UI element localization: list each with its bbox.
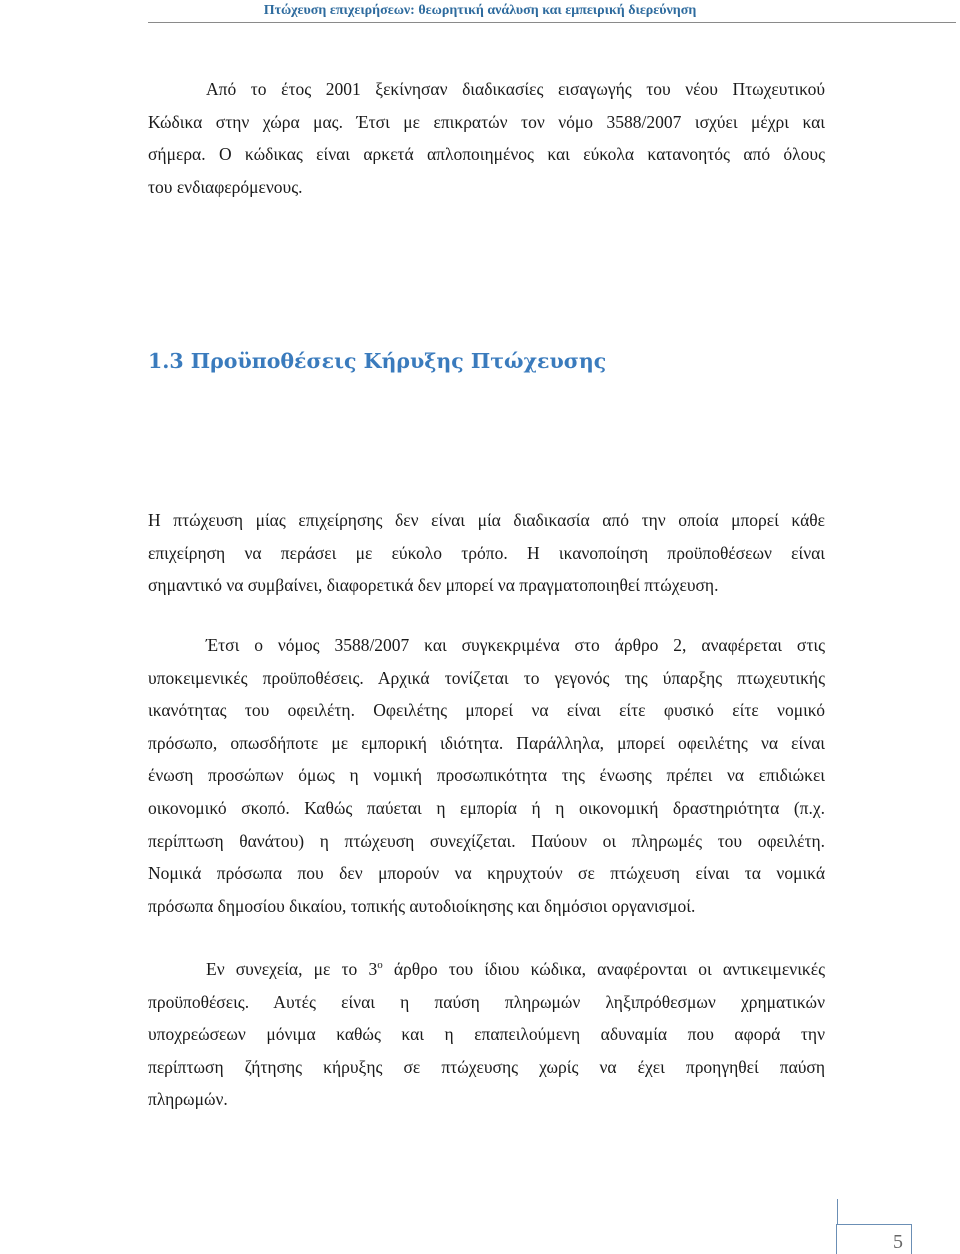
paragraph-line: περίπτωση ζήτησης κήρυξης σε πτώχευσης χωρίς να έχει προηγηθεί παύση: [148, 1056, 825, 1077]
paragraph-intro: [148, 73, 825, 203]
paragraph-line: του ενδιαφερόμενους.: [148, 176, 303, 197]
paragraph-line: ένωση προσώπων όμως η νομική προσωπικότητα της ένωσης πρέπει να επιδιώκει: [148, 765, 825, 786]
paragraph-line: σημαντικό να συμβαίνει, διαφορετικά δεν μπορεί να πραγματοποιηθεί πτώχευση.: [148, 575, 719, 596]
paragraph-line: Η πτώχευση μίας επιχείρησης δεν είναι μία διαδικασία από την οποία μπορεί κάθε: [148, 510, 825, 530]
paragraph-line: ικανότητας του οφειλέτη. Οφειλέτης μπορεί να είναι είτε φυσικό είτε νομικό: [148, 700, 825, 721]
paragraph-line: πρόσωπα δημοσίου δικαίου, τοπικής αυτοδιοίκησης και δημόσιοι οργανισμοί.: [148, 895, 696, 916]
page-number-tick: [837, 1199, 838, 1225]
paragraph-line: πρόσωπο, οπωσδήποτε με εμπορική ιδιότητα. Παράλληλα, μπορεί οφειλέτης να είναι: [148, 732, 825, 753]
paragraph-line: επιχείρηση να περάσει με εύκολο τρόπο. Η ικανοποίηση προϋποθέσεων είναι: [148, 542, 825, 563]
paragraph-line: οικονομικό σκοπό. Καθώς παύεται η εμπορία ή η οικονομική δραστηριότητα (π.χ.: [148, 797, 825, 818]
page-number-box: [836, 1224, 912, 1254]
paragraph-line: πληρωμών.: [148, 1089, 228, 1110]
paragraph-line: [148, 953, 825, 986]
paragraph-line: Κώδικα στην χώρα μας. Έτσι με επικρατών τον νόμο 3588/2007 ισχύει μέχρι και: [148, 111, 825, 132]
paragraph-line: Έτσι ο νόμος 3588/2007 και συγκεκριμένα στο άρθρο 2, αναφέρεται στις: [206, 635, 825, 655]
text-fragment: άρθρο του ίδιου κώδικα, αναφέρονται οι αντικειμενικές: [382, 959, 826, 979]
paragraph-line: σήμερα. Ο κώδικας είναι αρκετά απλοποιημένος και εύκολα κατανοητός από όλους: [148, 144, 825, 165]
paragraph-definition: [148, 504, 825, 602]
page-number: 5: [893, 1231, 903, 1253]
paragraph-line: υποχρεώσεων μόνιμα καθώς και η επαπειλούμενη αδυναμία που αφορά την: [148, 1024, 825, 1045]
text-fragment: Εν συνεχεία, με το 3: [206, 959, 378, 979]
header-rule: [148, 22, 956, 23]
paragraph-objective-conditions: [148, 953, 825, 1116]
superscript: ο: [377, 959, 383, 972]
paragraph-line: προϋποθέσεις. Αυτές είναι η παύση πληρωμών ληξιπρόθεσμων χρηματικών: [148, 991, 825, 1012]
section-heading: 1.3 Προϋποθέσεις Κήρυξης Πτώχευσης: [148, 349, 607, 373]
paragraph-line: Νομικά πρόσωπα που δεν μπορούν να κηρυχτούν σε πτώχευση είναι τα νομικά: [148, 863, 825, 884]
paragraph-line: Από το έτος 2001 ξεκίνησαν διαδικασίες εισαγωγής του νέου Πτωχευτικού: [206, 79, 825, 99]
running-header: Πτώχευση επιχειρήσεων: θεωρητική ανάλυση και εμπειρική διερεύνηση: [263, 3, 697, 18]
paragraph-line: υποκειμενικές προϋποθέσεις. Αρχικά τονίζεται το γεγονός της ύπαρξης πτωχευτικής: [148, 667, 825, 688]
paragraph-line: περίπτωση θανάτου) η πτώχευση συνεχίζεται. Παύουν οι πληρωμές του οφειλέτη.: [148, 830, 825, 851]
paragraph-subjective-conditions: [148, 629, 825, 922]
